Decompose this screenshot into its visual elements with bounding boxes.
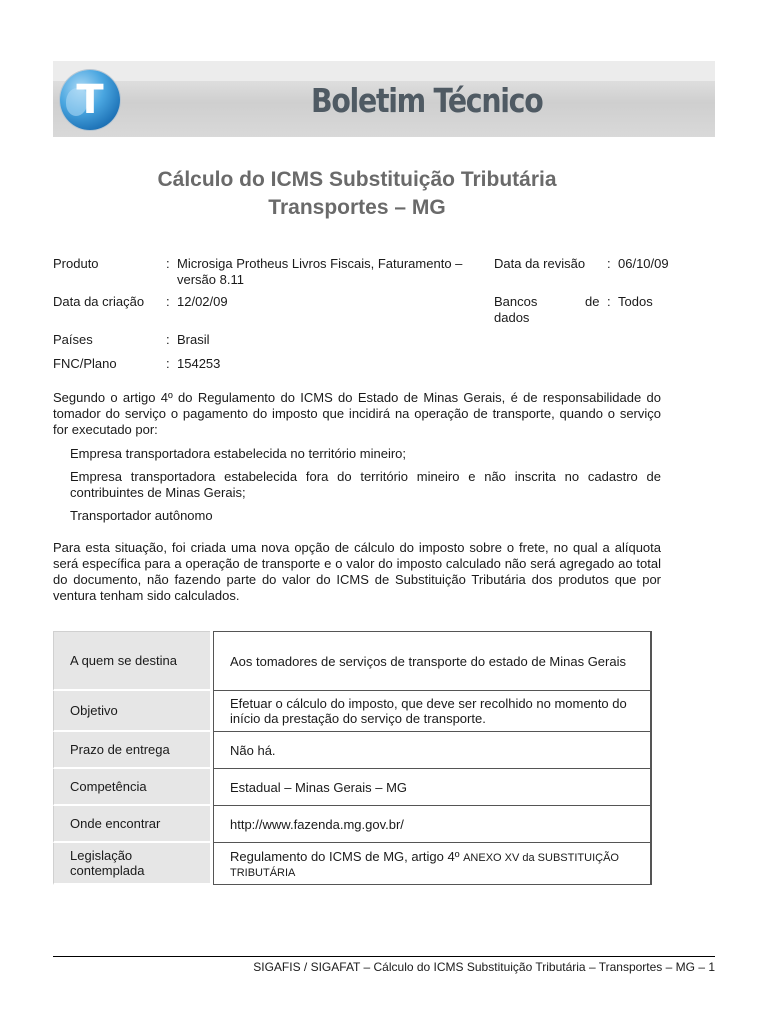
table-key: Prazo de entrega: [53, 732, 210, 769]
bancos-colon: :: [607, 294, 611, 309]
table-row: [53, 843, 652, 885]
list-item: Empresa transportadora estabelecida fora do território mineiro e não inscrita no cadastro de contribuintes de Minas Gerais;: [70, 469, 661, 500]
produto-value-line-2: versão 8.11: [177, 272, 244, 287]
bancos-label-de: de: [585, 294, 600, 309]
list-item: Empresa transportadora estabelecida no território mineiro;: [70, 446, 407, 461]
logo-letter: T: [76, 77, 104, 123]
data-criacao-value: 12/02/09: [177, 294, 228, 309]
table-value: [213, 843, 652, 885]
paises-colon: :: [166, 332, 170, 347]
banner-top-strip: [53, 61, 715, 81]
legislacao-main: Regulamento do ICMS de MG, artigo 4º: [230, 848, 460, 864]
produto-value: [177, 256, 477, 288]
paises-value: Brasil: [177, 332, 210, 347]
table-value: Não há.: [213, 732, 652, 769]
intro-paragraph: Segundo o artigo 4º do Regulamento do ICMS do Estado de Minas Gerais, é de responsabilidade do tomador do serviço o pagamento do imposto que incidirá na operação de transporte, quando o serviço for executado por:: [53, 390, 661, 437]
document-title: [53, 166, 661, 222]
table-row: [53, 769, 652, 806]
header-banner: [53, 61, 715, 137]
data-revisao-value: 06/10/09: [618, 256, 669, 271]
produto-value-line-1: Microsiga Protheus Livros Fiscais, Faturamento –: [177, 256, 463, 271]
table-key: Competência: [53, 769, 210, 806]
bancos-label-2: dados: [494, 310, 530, 325]
data-criacao-colon: :: [166, 294, 170, 309]
legislacao-anexo: ANEXO XV da SUBSTITUIÇÃO TRIBUTÁRIA: [230, 851, 619, 879]
footer-divider: [53, 956, 715, 957]
table-key: Legislação contemplada: [53, 843, 210, 885]
data-revisao-label: Data da revisão: [494, 256, 586, 271]
produto-label: Produto: [53, 256, 99, 271]
list-item: Transportador autônomo: [70, 508, 213, 523]
table-row: [53, 732, 652, 769]
table-key: Objetivo: [53, 691, 210, 732]
table-value: Aos tomadores de serviços de transporte do estado de Minas Gerais: [213, 631, 652, 691]
bancos-label-1: Bancos: [494, 294, 538, 309]
table-value: Estadual – Minas Gerais – MG: [213, 769, 652, 806]
bulletin-title: Boletim Técnico: [311, 81, 543, 120]
table-value: Efetuar o cálculo do imposto, que deve ser recolhido no momento do início da prestação do serviço de transporte.: [213, 691, 652, 732]
fnc-label: FNC/Plano: [53, 356, 117, 371]
table-value: http://www.fazenda.mg.gov.br/: [213, 806, 652, 843]
document-title-line-1: Cálculo do ICMS Substituição Tributária: [157, 168, 557, 191]
company-logo: [60, 70, 120, 130]
data-revisao-colon: :: [607, 256, 611, 271]
table-key: Onde encontrar: [53, 806, 210, 843]
table-row: [53, 631, 652, 691]
fnc-colon: :: [166, 356, 170, 371]
situation-paragraph: Para esta situação, foi criada uma nova opção de cálculo do imposto sobre o frete, no qual a alíquota será específica para a operação de transporte e o valor do imposto calculado não será agregado ao total do documento, não fazendo parte do valor do ICMS de Substituição Tributária dos produtos que por ventura tenham sido calculados.: [53, 540, 661, 603]
bancos-value: Todos: [618, 294, 653, 309]
table-row: [53, 806, 652, 843]
info-table: [53, 631, 652, 885]
fnc-value: 154253: [177, 356, 221, 371]
table-key: A quem se destina: [53, 631, 210, 691]
produto-colon: :: [166, 256, 170, 271]
footer-text: SIGAFIS / SIGAFAT – Cálculo do ICMS Substituição Tributária – Transportes – MG – 1: [253, 960, 715, 974]
table-row: [53, 691, 652, 732]
document-title-line-2: Transportes – MG: [268, 196, 446, 219]
data-criacao-label: Data da criação: [53, 294, 145, 309]
paises-label: Países: [53, 332, 93, 347]
